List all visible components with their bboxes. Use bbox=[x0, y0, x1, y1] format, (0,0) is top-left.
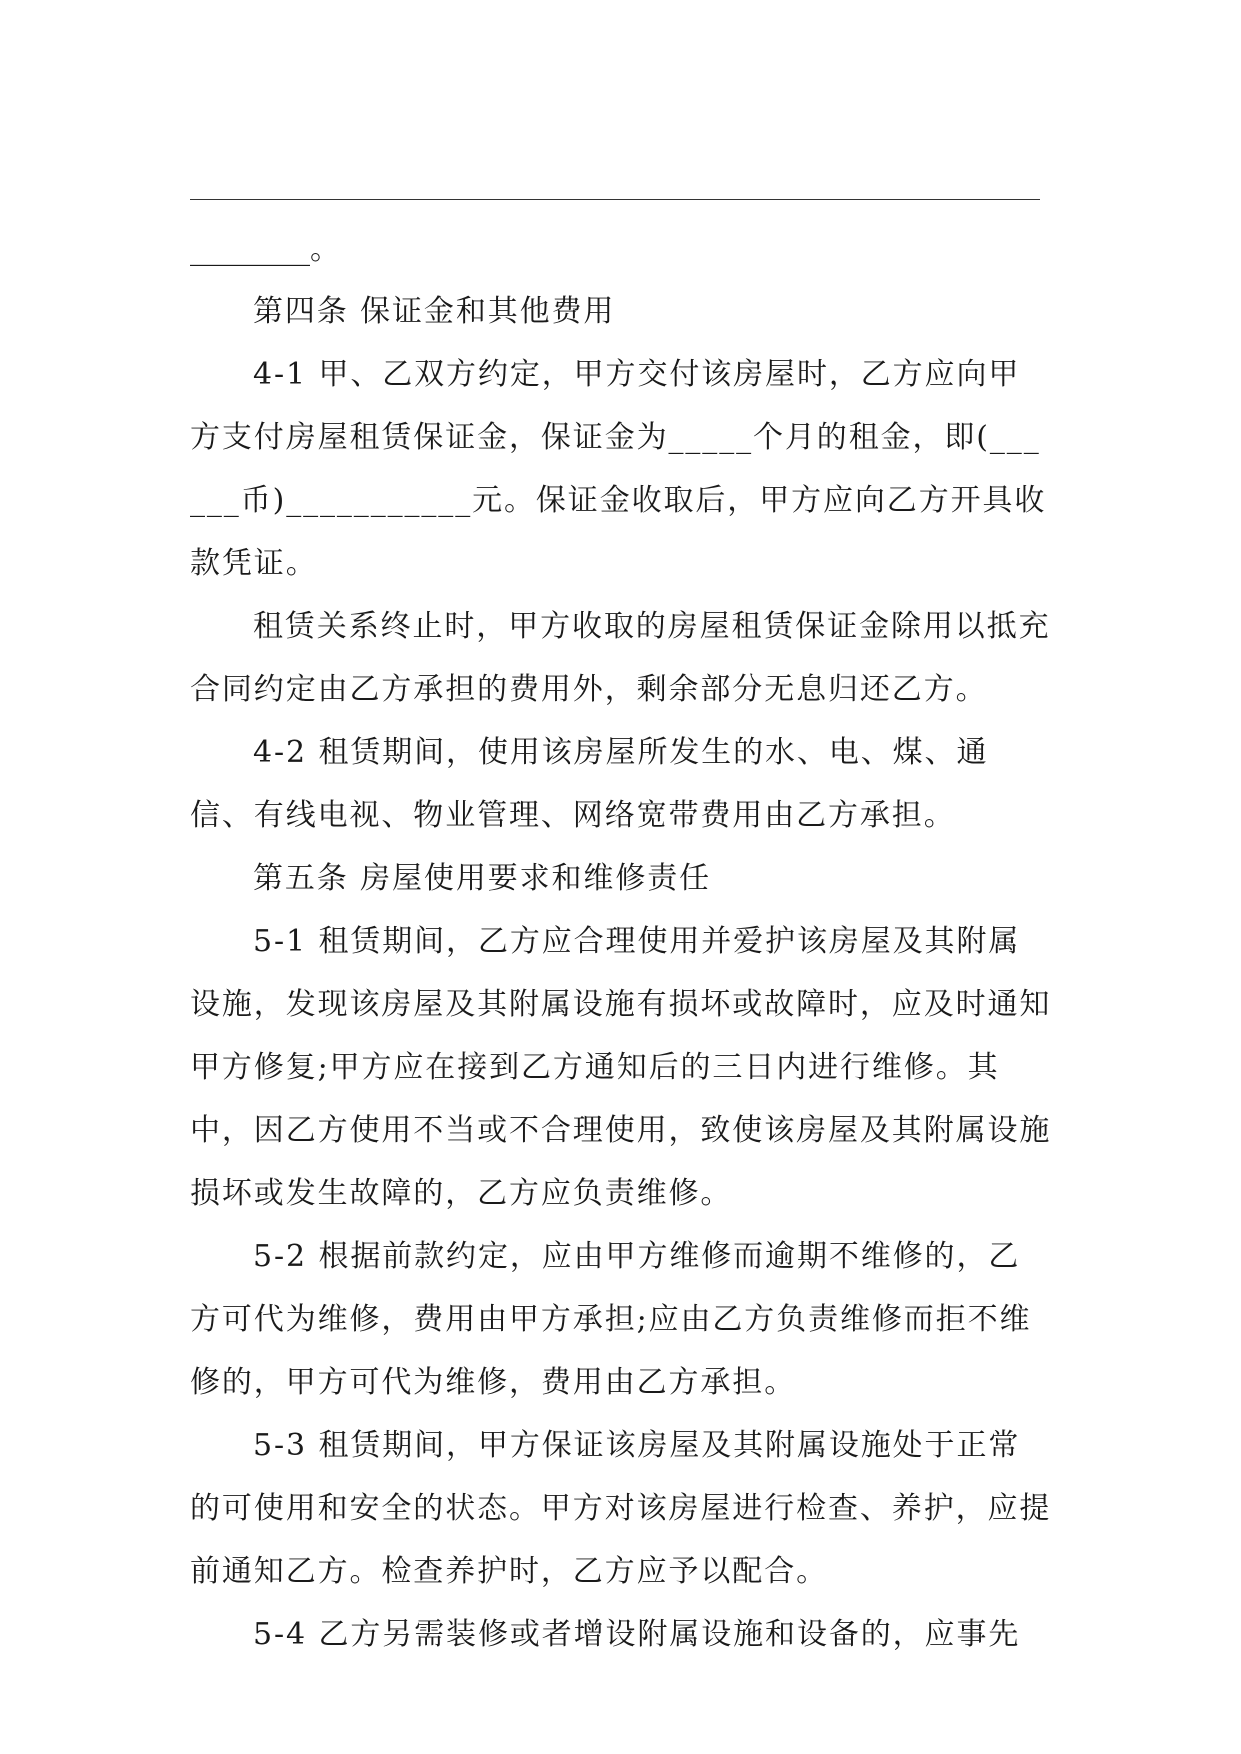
section-heading-4: 第四条 保证金和其他费用 bbox=[253, 294, 616, 329]
clause-4-1: 4-1 甲、乙双方约定，甲方交付该房屋时，乙方应向甲方支付房屋租赁保证金，保证金为_____个月的租金，即(______币)___________元。保证金收取后，甲方应向乙方开具收款凭证。 bbox=[190, 357, 1047, 581]
clause-5-2: 5-2 根据前款约定，应由甲方维修而逾期不维修的，乙方可代为维修，费用由甲方承担;应由乙方负责维修而拒不维修的，甲方可代为维修，费用由乙方承担。 bbox=[190, 1239, 1032, 1400]
section-heading-5: 第五条 房屋使用要求和维修责任 bbox=[253, 861, 712, 896]
clause-5-4: 5-4 乙方另需装修或者增设附属设施和设备的，应事先 bbox=[253, 1617, 1021, 1652]
blank-tail-text: ________。 bbox=[190, 232, 340, 267]
fill-in-blank-line bbox=[190, 199, 1040, 200]
clause-5-3: 5-3 租赁期间，甲方保证该房屋及其附属设施处于正常的可使用和安全的状态。甲方对该房屋进行检查、养护，应提前通知乙方。检查养护时，乙方应予以配合。 bbox=[190, 1428, 1052, 1589]
clause-5-1: 5-1 租赁期间，乙方应合理使用并爱护该房屋及其附属设施，发现该房屋及其附属设施有损坏或故障时，应及时通知甲方修复;甲方应在接到乙方通知后的三日内进行维修。其中，因乙方使用不当或不合理使用，致使该房屋及其附属设施损坏或发生故障的，乙方应负责维修。 bbox=[190, 924, 1052, 1211]
clause-4-1-termination: 租赁关系终止时，甲方收取的房屋租赁保证金除用以抵充合同约定由乙方承担的费用外，剩余部分无息归还乙方。 bbox=[190, 609, 1051, 707]
document-body bbox=[190, 280, 1052, 1666]
clause-4-2: 4-2 租赁期间，使用该房屋所发生的水、电、煤、通信、有线电视、物业管理、网络宽带费用由乙方承担。 bbox=[190, 735, 989, 833]
